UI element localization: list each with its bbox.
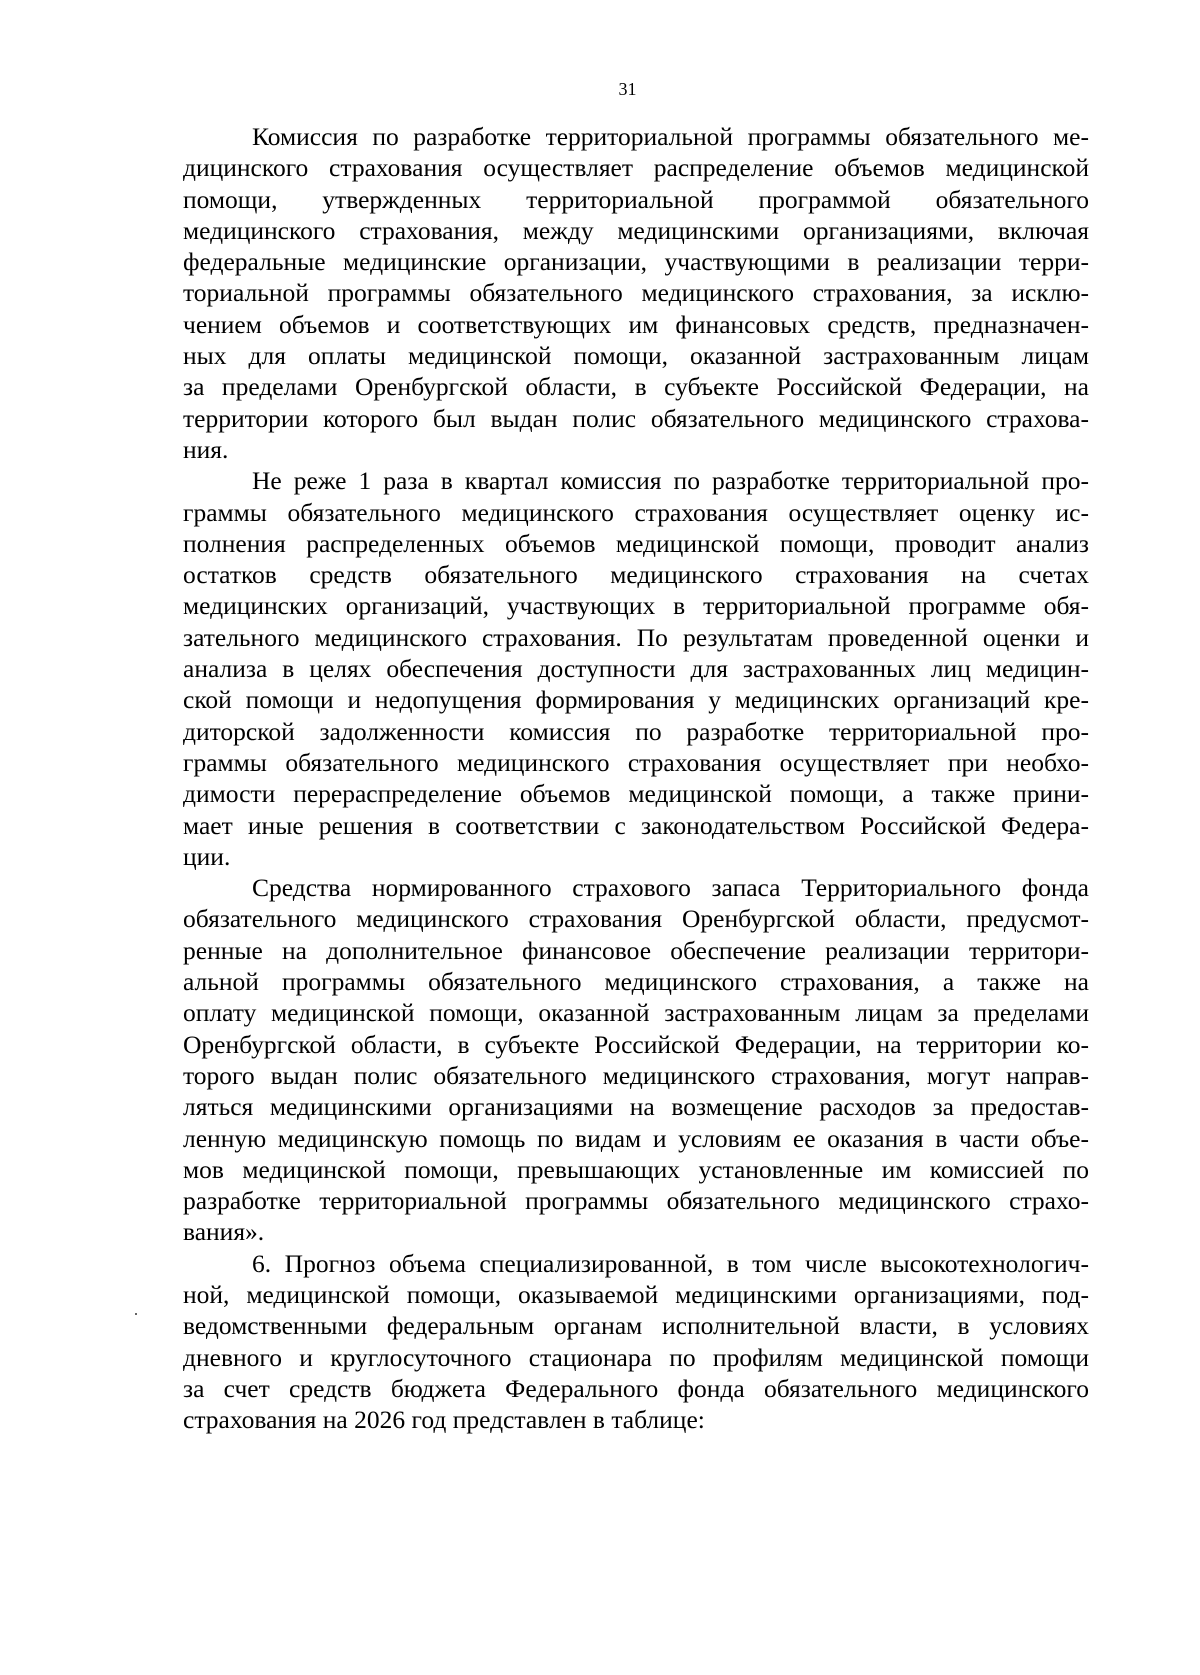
text-line: зательного медицинского страхования. По результатам проведенной оценки и — [183, 622, 1089, 652]
document-body — [183, 121, 1089, 1435]
text-line: оплату медицинской помощи, оказанной застрахованным лицам за пределами — [183, 998, 1089, 1028]
text-line: ния. — [183, 434, 229, 464]
text-line: страхования на 2026 год представлен в таблице: — [183, 1405, 705, 1435]
text-line: чением объемов и соответствующих им финансовых средств, предназначен- — [183, 309, 1089, 339]
text-line: дневного и круглосуточного стационара по профилям медицинской помощи — [183, 1342, 1089, 1372]
text-line: ведомственными федеральным органам исполнительной власти, в условиях — [183, 1311, 1089, 1341]
text-line: разработке территориальной программы обязательного медицинского страхо- — [183, 1186, 1089, 1216]
text-line: альной программы обязательного медицинского страхования, а также на — [183, 967, 1089, 997]
text-line: медицинских организаций, участвующих в территориальной программе обя- — [183, 591, 1089, 621]
text-line: димости перераспределение объемов медицинской помощи, а также прини- — [183, 779, 1089, 809]
text-line: граммы обязательного медицинского страхования осуществляет оценку ис- — [183, 497, 1089, 527]
text-line: 6. Прогноз объема специализированной, в том числе высокотехнологич- — [252, 1248, 1089, 1278]
text-line: ренные на дополнительное финансовое обеспечение реализации территори- — [183, 935, 1089, 965]
text-line: диторской задолженности комиссия по разработке территориальной про- — [183, 716, 1089, 746]
text-line: мов медицинской помощи, превышающих установленные им комиссией по — [183, 1154, 1089, 1184]
text-line: анализа в целях обеспечения доступности для застрахованных лиц медицин- — [183, 654, 1089, 684]
text-line: Не реже 1 раза в квартал комиссия по разработке территориальной про- — [252, 466, 1089, 496]
text-line: за счет средств бюджета Федерального фонда обязательного медицинского — [183, 1373, 1089, 1403]
text-line: территории которого был выдан полис обязательного медицинского страхова- — [183, 403, 1089, 433]
text-line: Оренбургской области, в субъекте Российской Федерации, на территории ко- — [183, 1029, 1089, 1059]
text-line: ляться медицинскими организациями на возмещение расходов за предостав- — [183, 1092, 1089, 1122]
text-line: медицинского страхования, между медицинскими организациями, включая — [183, 215, 1089, 245]
text-line: Комиссия по разработке территориальной программы обязательного ме- — [252, 122, 1089, 151]
paragraph-commission-distribution — [183, 121, 1089, 465]
text-line: ных для оплаты медицинской помощи, оказанной застрахованным лицам — [183, 341, 1089, 371]
text-line: помощи, утвержденных территориальной программой обязательного — [183, 184, 1089, 214]
text-line: граммы обязательного медицинского страхования осуществляет при необхо- — [183, 747, 1089, 777]
text-line: торого выдан полис обязательного медицинского страхования, могут направ- — [183, 1060, 1089, 1090]
text-line: полнения распределенных объемов медицинской помощи, проводит анализ — [183, 528, 1089, 558]
text-line: обязательного медицинского страхования Оренбургской области, предусмот- — [183, 904, 1089, 934]
text-line: дицинского страхования осуществляет распределение объемов медицинской — [183, 153, 1089, 183]
text-line: вания». — [183, 1217, 265, 1247]
text-line: ленную медицинскую помощь по видам и условиям ее оказания в части объе- — [183, 1123, 1089, 1153]
text-line: за пределами Оренбургской области, в субъекте Российской Федерации, на — [183, 372, 1089, 402]
text-line: федеральные медицинские организации, участвующими в реализации терри- — [183, 247, 1089, 277]
text-line: ции. — [183, 841, 231, 871]
text-line: ной, медицинской помощи, оказываемой медицинскими организациями, под- — [183, 1279, 1089, 1309]
page-number: 31 — [618, 79, 637, 99]
paragraph-reserve-funds — [183, 872, 1089, 1248]
text-line: остатков средств обязательного медицинского страхования на счетах — [183, 560, 1089, 590]
text-line: ской помощи и недопущения формирования у медицинских организаций кре- — [183, 685, 1089, 715]
paragraph-forecast-2026 — [183, 1248, 1089, 1436]
text-line: Средства нормированного страхового запаса Территориального фонда — [252, 873, 1089, 903]
paragraph-quarterly-assessment — [183, 465, 1089, 872]
text-line: мает иные решения в соответствии с законодательством Российской Федера- — [183, 810, 1089, 840]
text-line: ториальной программы обязательного медицинского страхования, за исклю- — [183, 278, 1089, 308]
scan-artifact-dot — [135, 1313, 137, 1315]
